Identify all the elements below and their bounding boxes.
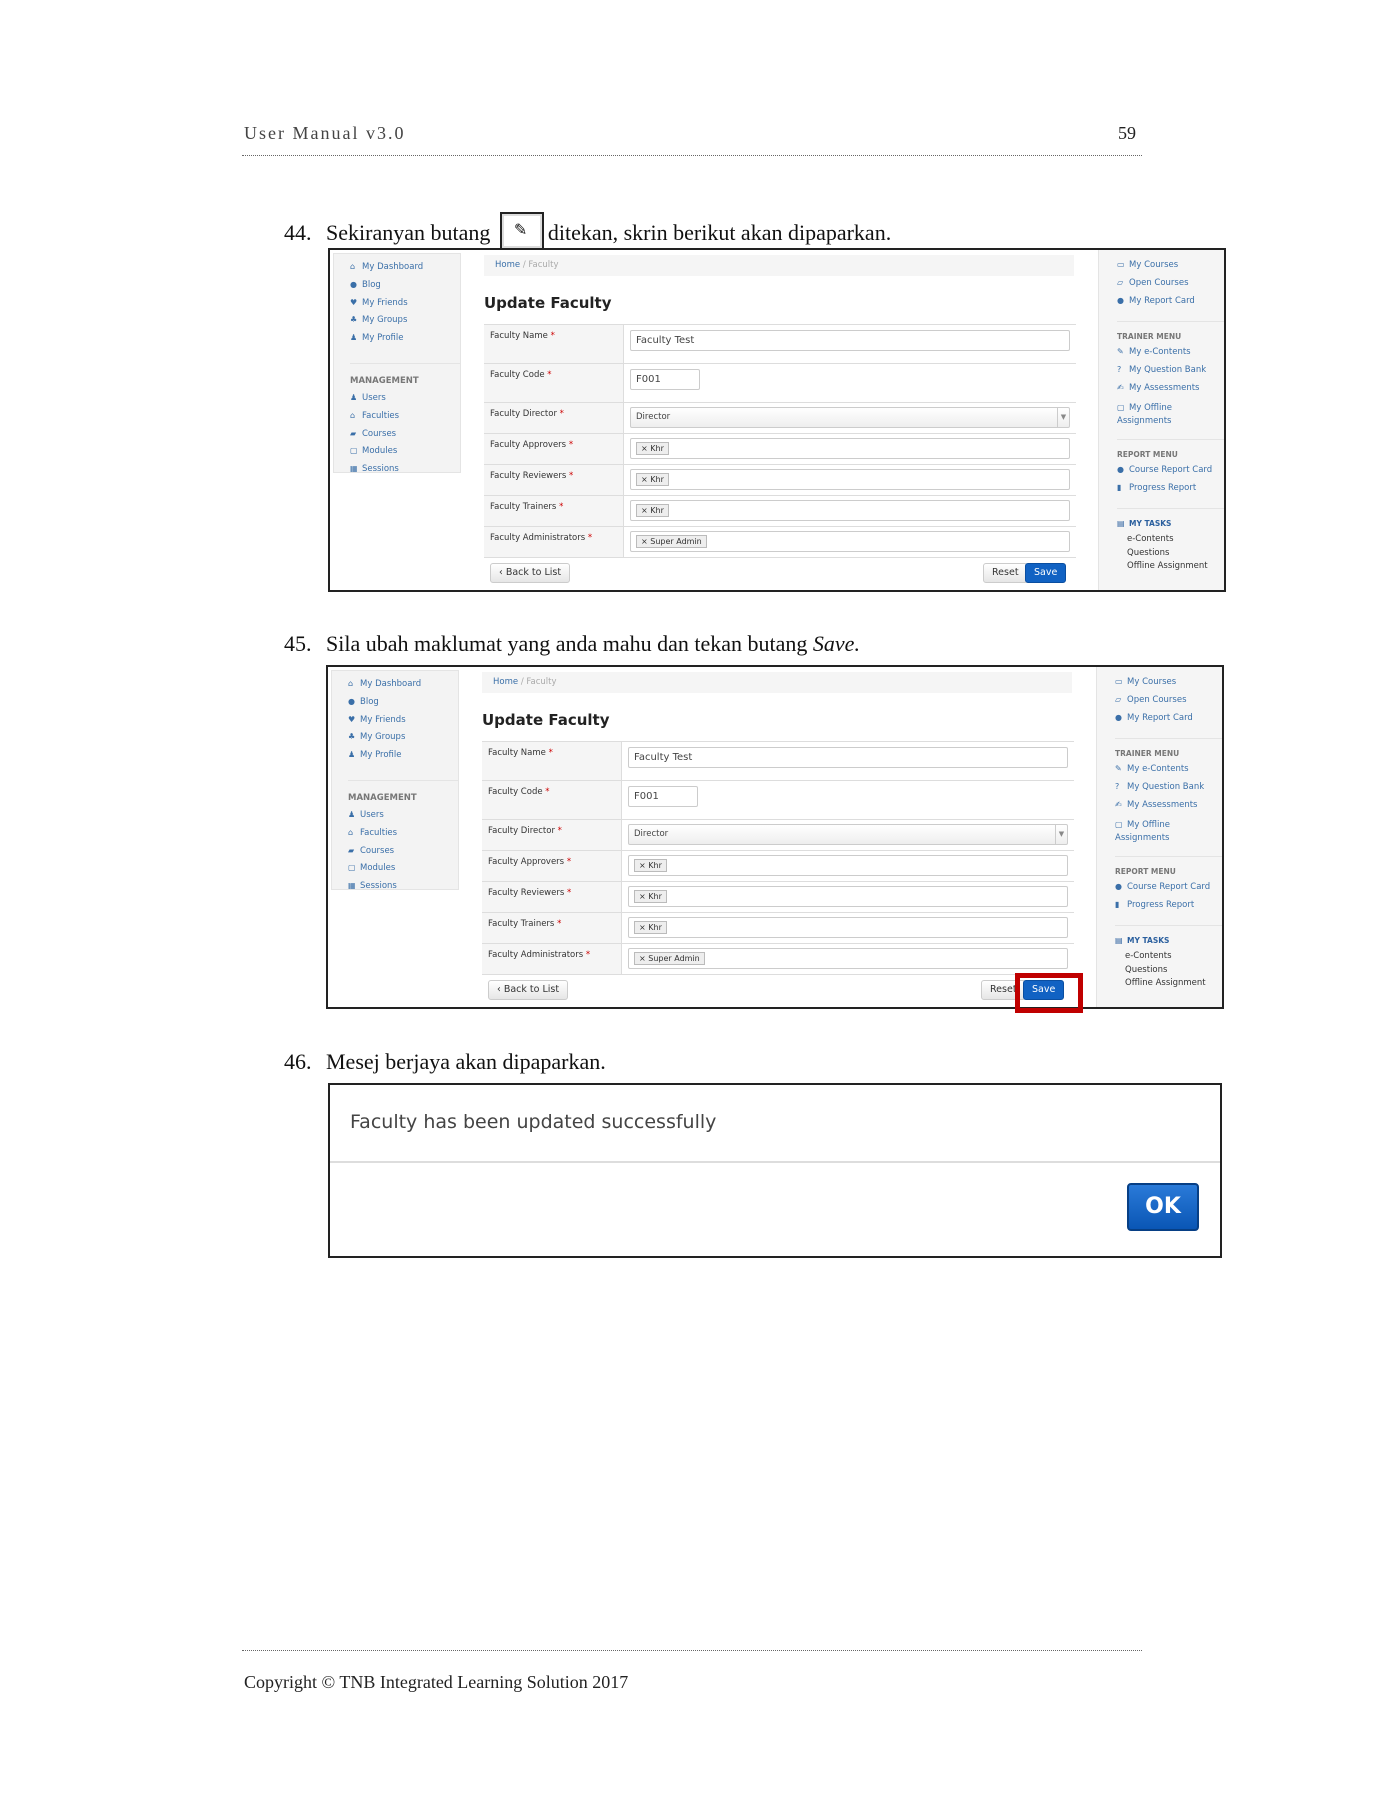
tag-chip xyxy=(634,952,705,965)
sidebar-label: My Offline Assignments xyxy=(1117,402,1172,426)
tag-chip xyxy=(634,890,667,903)
remove-tag-icon[interactable]: × xyxy=(639,861,646,870)
sidebar-label: Courses xyxy=(362,428,397,439)
faculty-approvers-input[interactable] xyxy=(628,855,1068,876)
step-text: Sila ubah maklumat yang anda mahu dan tekan butang xyxy=(326,631,813,656)
task-item[interactable]: Offline Assignment xyxy=(1125,978,1206,989)
sidebar-item[interactable] xyxy=(348,732,458,750)
sidebar-label: My Report Card xyxy=(1127,712,1193,723)
breadcrumb-current: Faculty xyxy=(528,260,559,270)
sidebar-label: My Groups xyxy=(360,732,406,743)
label-text: Faculty Trainers xyxy=(490,502,557,512)
required-mark: * xyxy=(559,502,564,512)
heading-label: MY TASKS xyxy=(1127,936,1170,946)
file-icon: ▢ xyxy=(1117,402,1125,412)
sidebar-item[interactable] xyxy=(350,298,460,316)
sidebar-item[interactable] xyxy=(348,697,458,715)
save-highlight-box xyxy=(1015,973,1083,1013)
required-mark: * xyxy=(587,533,593,543)
faculty-form xyxy=(484,324,1076,588)
management-heading: MANAGEMENT xyxy=(348,780,458,810)
sidebar-label: Users xyxy=(360,809,384,820)
tag-label: Khr xyxy=(648,892,662,901)
label-text: Faculty Name xyxy=(488,748,546,758)
sidebar-label: Progress Report xyxy=(1129,482,1197,493)
sidebar-item[interactable] xyxy=(1115,782,1222,800)
folder-open-icon: ▱ xyxy=(1117,277,1124,287)
chevron-left-icon: ‹ xyxy=(497,984,501,995)
sidebar-item[interactable] xyxy=(348,863,458,881)
sidebar-item[interactable] xyxy=(1115,713,1222,731)
breadcrumb-home[interactable]: Home xyxy=(495,260,521,270)
tag-chip xyxy=(634,921,667,934)
faculty-form xyxy=(482,741,1074,1005)
sidebar-item[interactable] xyxy=(350,280,460,298)
remove-tag-icon[interactable]: × xyxy=(641,475,648,484)
sidebar-item[interactable] xyxy=(1117,347,1224,365)
sidebar-label: My Dashboard xyxy=(362,262,424,272)
faculty-trainers-input[interactable] xyxy=(628,917,1068,938)
task-item[interactable]: Questions xyxy=(1125,964,1168,975)
tag-chip xyxy=(636,473,669,486)
sidebar-label: Modules xyxy=(360,863,396,874)
chevron-left-icon: ‹ xyxy=(499,567,503,578)
label-text: Faculty Code xyxy=(490,370,545,380)
sidebar-item[interactable] xyxy=(348,750,458,768)
field-label xyxy=(484,434,624,464)
sidebar-label: Open Courses xyxy=(1129,277,1189,288)
faculty-director-select[interactable] xyxy=(628,824,1068,845)
step-45 xyxy=(284,631,860,657)
remove-tag-icon[interactable]: × xyxy=(639,954,646,963)
faculty-reviewers-input[interactable] xyxy=(630,469,1070,490)
sidebar-label: Courses xyxy=(360,845,395,856)
required-mark: * xyxy=(566,857,572,867)
question-icon: ? xyxy=(1117,365,1122,375)
field-label xyxy=(482,851,622,881)
calendar-icon: ▦ xyxy=(348,881,356,891)
sidebar-item[interactable] xyxy=(348,715,458,733)
sidebar-label: Course Report Card xyxy=(1127,881,1211,892)
report-menu-heading: REPORT MENU xyxy=(1115,856,1222,882)
sidebar-item[interactable] xyxy=(348,881,458,899)
step-number: 46. xyxy=(284,1049,312,1074)
required-mark: * xyxy=(557,826,562,836)
sidebar-item[interactable] xyxy=(348,810,458,828)
group-icon: ♣ xyxy=(348,732,356,742)
step-text: Mesej berjaya akan dipaparkan. xyxy=(326,1049,606,1074)
report-menu-heading: REPORT MENU xyxy=(1117,439,1224,465)
step-emphasis: Save. xyxy=(812,631,860,656)
sidebar-item[interactable] xyxy=(350,446,460,464)
required-mark: * xyxy=(550,331,555,341)
field-label xyxy=(482,913,622,943)
sidebar-label: My e-Contents xyxy=(1129,347,1191,358)
sidebar-label: Faculties xyxy=(362,410,400,421)
task-item[interactable]: e-Contents xyxy=(1125,951,1172,962)
step-number: 44. xyxy=(284,220,312,246)
tag-label: Khr xyxy=(650,506,664,515)
remove-tag-icon[interactable]: × xyxy=(641,444,648,453)
sidebar-label: My Friends xyxy=(360,714,406,725)
label-text: Faculty Administrators xyxy=(488,950,584,960)
sidebar-label: My Question Bank xyxy=(1129,365,1207,376)
field-label xyxy=(484,527,624,557)
sidebar-label: My Friends xyxy=(362,297,408,308)
dialog-message: Faculty has been updated successfully xyxy=(350,1111,717,1133)
sidebar-item[interactable] xyxy=(1117,465,1224,483)
sidebar-item[interactable] xyxy=(1117,383,1224,401)
select-value: Director xyxy=(636,412,671,422)
sidebar-label: Blog xyxy=(362,279,381,290)
label-text: Faculty Code xyxy=(488,787,543,797)
page-title: Update Faculty xyxy=(482,711,610,729)
sidebar-item[interactable] xyxy=(1115,677,1222,695)
right-sidebar xyxy=(1096,667,1222,1007)
faculty-name-input[interactable]: Faculty Test xyxy=(628,747,1068,768)
file-icon: ▢ xyxy=(1115,819,1123,829)
sidebar-item[interactable] xyxy=(1117,278,1224,296)
chevron-down-icon: ▼ xyxy=(1057,408,1069,427)
footer-copyright: Copyright © TNB Integrated Learning Solution 2017 xyxy=(244,1672,629,1692)
sidebar-item[interactable] xyxy=(1115,764,1222,782)
field-label xyxy=(482,944,622,974)
user-icon: ♟ xyxy=(348,809,356,819)
label-text: Faculty Director xyxy=(488,826,555,836)
folder-open-icon: ▱ xyxy=(1115,694,1122,704)
heading-label: MY TASKS xyxy=(1129,519,1172,529)
sidebar-item[interactable] xyxy=(1115,800,1222,818)
sidebar-item[interactable] xyxy=(350,262,460,280)
sidebar-label: Faculties xyxy=(360,827,398,838)
select-value: Director xyxy=(634,829,669,839)
tag-label: Super Admin xyxy=(648,954,700,963)
book-icon: ▰ xyxy=(350,428,357,438)
required-mark: * xyxy=(585,950,591,960)
faculty-administrators-input[interactable] xyxy=(630,531,1070,552)
faculty-code-input[interactable]: F001 xyxy=(630,369,700,390)
task-item[interactable]: Offline Assignment xyxy=(1127,561,1208,572)
sidebar-label: Sessions xyxy=(362,464,399,475)
sidebar-label: Blog xyxy=(360,696,379,707)
save-button[interactable]: Save xyxy=(1023,980,1064,1000)
main-content xyxy=(482,667,1074,1007)
faculty-code-input[interactable]: F001 xyxy=(628,786,698,807)
sidebar-item[interactable] xyxy=(350,393,460,411)
label-text: Faculty Approvers xyxy=(488,857,565,867)
home-icon: ⌂ xyxy=(350,410,356,420)
tag-label: Khr xyxy=(650,475,664,484)
button-label: Back to List xyxy=(503,984,560,995)
screenshot-update-faculty-save xyxy=(326,665,1224,1009)
management-heading: MANAGEMENT xyxy=(350,363,460,393)
sidebar-item[interactable] xyxy=(350,464,460,482)
sidebar-label: My Dashboard xyxy=(360,679,422,689)
field-label xyxy=(482,820,622,850)
edit-button-icon: ✎ xyxy=(500,212,544,250)
sidebar-label: My Profile xyxy=(360,750,402,761)
breadcrumb-separator: / xyxy=(520,677,524,687)
field-label xyxy=(484,364,624,402)
sidebar-item[interactable] xyxy=(350,333,460,351)
bar-chart-icon: ▮ xyxy=(1115,899,1120,909)
chevron-down-icon: ▼ xyxy=(1055,825,1067,844)
folder-icon: ▭ xyxy=(1115,677,1123,686)
sidebar-label: Users xyxy=(362,392,386,403)
faculty-name-input[interactable]: Faculty Test xyxy=(630,330,1070,351)
field-label xyxy=(484,403,624,433)
success-dialog xyxy=(328,1083,1222,1258)
edit-icon: ✍ xyxy=(1117,382,1124,392)
group-icon: ♣ xyxy=(350,315,358,325)
tag-chip xyxy=(636,504,669,517)
tasks-icon: ▤ xyxy=(1115,936,1123,946)
edit-icon: ✍ xyxy=(1115,799,1122,809)
sidebar-item[interactable] xyxy=(350,315,460,333)
page-title: Update Faculty xyxy=(484,294,612,312)
circle-icon: ● xyxy=(1115,881,1122,891)
sidebar-label: Open Courses xyxy=(1127,694,1187,705)
question-icon: ? xyxy=(1115,782,1120,792)
breadcrumb-current: Faculty xyxy=(526,677,557,687)
sidebar-label: My Assessments xyxy=(1127,799,1198,810)
sidebar-label: Sessions xyxy=(360,881,397,892)
header-title: User Manual v3.0 xyxy=(244,123,406,143)
globe-icon: ● xyxy=(348,696,355,706)
breadcrumb xyxy=(482,672,1072,693)
right-sidebar xyxy=(1098,250,1224,590)
tag-label: Khr xyxy=(648,923,662,932)
sidebar-item[interactable] xyxy=(1115,882,1222,900)
faculty-administrators-input[interactable] xyxy=(628,948,1068,969)
task-item[interactable]: Questions xyxy=(1127,547,1170,558)
screenshot-update-faculty xyxy=(328,248,1226,592)
my-tasks-heading xyxy=(1117,508,1224,534)
sidebar-item[interactable] xyxy=(1117,260,1224,278)
heart-icon: ♥ xyxy=(348,714,356,724)
sidebar-item[interactable] xyxy=(348,828,458,846)
globe-icon: ● xyxy=(350,279,357,289)
required-mark: * xyxy=(567,888,572,898)
required-mark: * xyxy=(568,440,574,450)
sidebar-label: Course Report Card xyxy=(1129,464,1213,475)
sidebar-label: My Assessments xyxy=(1129,382,1200,393)
sidebar-item[interactable] xyxy=(348,679,458,697)
sidebar-label: My Courses xyxy=(1127,677,1177,687)
tag-chip xyxy=(634,859,667,872)
circle-icon: ● xyxy=(1115,712,1122,722)
circle-icon: ● xyxy=(1117,464,1124,474)
field-label xyxy=(484,465,624,495)
sidebar-item[interactable] xyxy=(1117,365,1224,383)
required-mark: * xyxy=(559,409,564,419)
field-label xyxy=(484,496,624,526)
label-text: Faculty Reviewers xyxy=(488,888,565,898)
main-content xyxy=(484,250,1076,590)
task-item[interactable]: e-Contents xyxy=(1127,534,1174,545)
sidebar-item[interactable] xyxy=(1117,483,1224,501)
dashboard-icon: ⌂ xyxy=(348,679,354,688)
back-to-list-button[interactable] xyxy=(488,980,568,1000)
tag-chip xyxy=(636,442,669,455)
tasks-icon: ▤ xyxy=(1117,519,1125,529)
back-to-list-button[interactable] xyxy=(490,563,570,583)
faculty-trainers-input[interactable] xyxy=(630,500,1070,521)
user-icon: ♟ xyxy=(348,750,356,760)
trainer-menu-heading: TRAINER MENU xyxy=(1115,738,1222,764)
breadcrumb xyxy=(484,255,1074,276)
book-icon: ▰ xyxy=(348,845,355,855)
field-label xyxy=(484,325,624,363)
sidebar-item[interactable] xyxy=(350,411,460,429)
tag-chip xyxy=(636,535,707,548)
required-mark: * xyxy=(545,787,550,797)
header-divider xyxy=(242,155,1142,156)
sidebar-label: My e-Contents xyxy=(1127,764,1189,775)
sidebar-label: My Question Bank xyxy=(1127,782,1205,793)
label-text: Faculty Trainers xyxy=(488,919,555,929)
sidebar-label: Progress Report xyxy=(1127,899,1195,910)
button-label: Back to List xyxy=(505,567,562,578)
faculty-reviewers-input[interactable] xyxy=(628,886,1068,907)
left-sidebar xyxy=(331,670,459,890)
label-text: Faculty Reviewers xyxy=(490,471,567,481)
reset-button[interactable]: Reset xyxy=(981,980,1026,1000)
sidebar-label: My Groups xyxy=(362,315,408,326)
my-tasks-heading xyxy=(1115,925,1222,951)
required-mark: * xyxy=(557,919,562,929)
ok-button[interactable]: OK xyxy=(1127,1183,1199,1231)
step-text: ditekan, skrin berikut akan dipaparkan. xyxy=(547,220,892,246)
label-text: Faculty Administrators xyxy=(490,533,586,543)
file-icon: ▢ xyxy=(348,863,356,873)
sidebar-label: My Report Card xyxy=(1129,295,1195,306)
sidebar-item[interactable] xyxy=(1099,401,1189,431)
save-button[interactable]: Save xyxy=(1025,563,1066,583)
left-sidebar xyxy=(333,253,461,473)
sidebar-item[interactable] xyxy=(1097,818,1187,848)
heart-icon: ♥ xyxy=(350,297,358,307)
circle-icon: ● xyxy=(1117,295,1124,305)
label-text: Faculty Director xyxy=(490,409,557,419)
sidebar-label: My Courses xyxy=(1129,260,1179,270)
pencil-icon: ✎ xyxy=(1117,347,1124,357)
page-number: 59 xyxy=(1118,123,1136,143)
step-text: Sekiranyan butang xyxy=(326,220,491,246)
trainer-menu-heading: TRAINER MENU xyxy=(1117,321,1224,347)
remove-tag-icon[interactable]: × xyxy=(639,923,646,932)
label-text: Faculty Name xyxy=(490,331,548,341)
label-text: Faculty Approvers xyxy=(490,440,567,450)
calendar-icon: ▦ xyxy=(350,464,358,474)
sidebar-label: My Offline Assignments xyxy=(1115,819,1170,843)
sidebar-item[interactable] xyxy=(348,846,458,864)
sidebar-item[interactable] xyxy=(1117,296,1224,314)
remove-tag-icon[interactable]: × xyxy=(641,506,648,515)
field-label xyxy=(482,781,622,819)
field-label xyxy=(482,742,622,780)
file-icon: ▢ xyxy=(350,446,358,456)
user-icon: ♟ xyxy=(350,333,358,343)
footer-divider xyxy=(242,1650,1142,1651)
dialog-divider xyxy=(330,1161,1220,1163)
sidebar-label: My Profile xyxy=(362,333,404,344)
tag-label: Khr xyxy=(648,861,662,870)
required-mark: * xyxy=(547,370,552,380)
home-icon: ⌂ xyxy=(348,827,354,837)
required-mark: * xyxy=(548,748,553,758)
form-actions xyxy=(482,975,1074,1005)
remove-tag-icon[interactable]: × xyxy=(639,892,646,901)
breadcrumb-separator: / xyxy=(522,260,526,270)
sidebar-item[interactable] xyxy=(1115,695,1222,713)
required-mark: * xyxy=(569,471,574,481)
field-label xyxy=(482,882,622,912)
faculty-director-select[interactable] xyxy=(630,407,1070,428)
dashboard-icon: ⌂ xyxy=(350,262,356,271)
pencil-icon: ✎ xyxy=(1115,764,1122,774)
tag-label: Khr xyxy=(650,444,664,453)
remove-tag-icon[interactable]: × xyxy=(641,537,648,546)
step-number: 45. xyxy=(284,631,312,656)
sidebar-item[interactable] xyxy=(350,429,460,447)
folder-icon: ▭ xyxy=(1117,260,1125,269)
step-46 xyxy=(284,1049,606,1075)
user-icon: ♟ xyxy=(350,392,358,402)
breadcrumb-home[interactable]: Home xyxy=(493,677,519,687)
faculty-approvers-input[interactable] xyxy=(630,438,1070,459)
sidebar-item[interactable] xyxy=(1115,900,1222,918)
reset-button[interactable]: Reset xyxy=(983,563,1028,583)
form-actions xyxy=(484,558,1076,588)
sidebar-label: Modules xyxy=(362,446,398,457)
tag-label: Super Admin xyxy=(650,537,702,546)
bar-chart-icon: ▮ xyxy=(1117,482,1122,492)
